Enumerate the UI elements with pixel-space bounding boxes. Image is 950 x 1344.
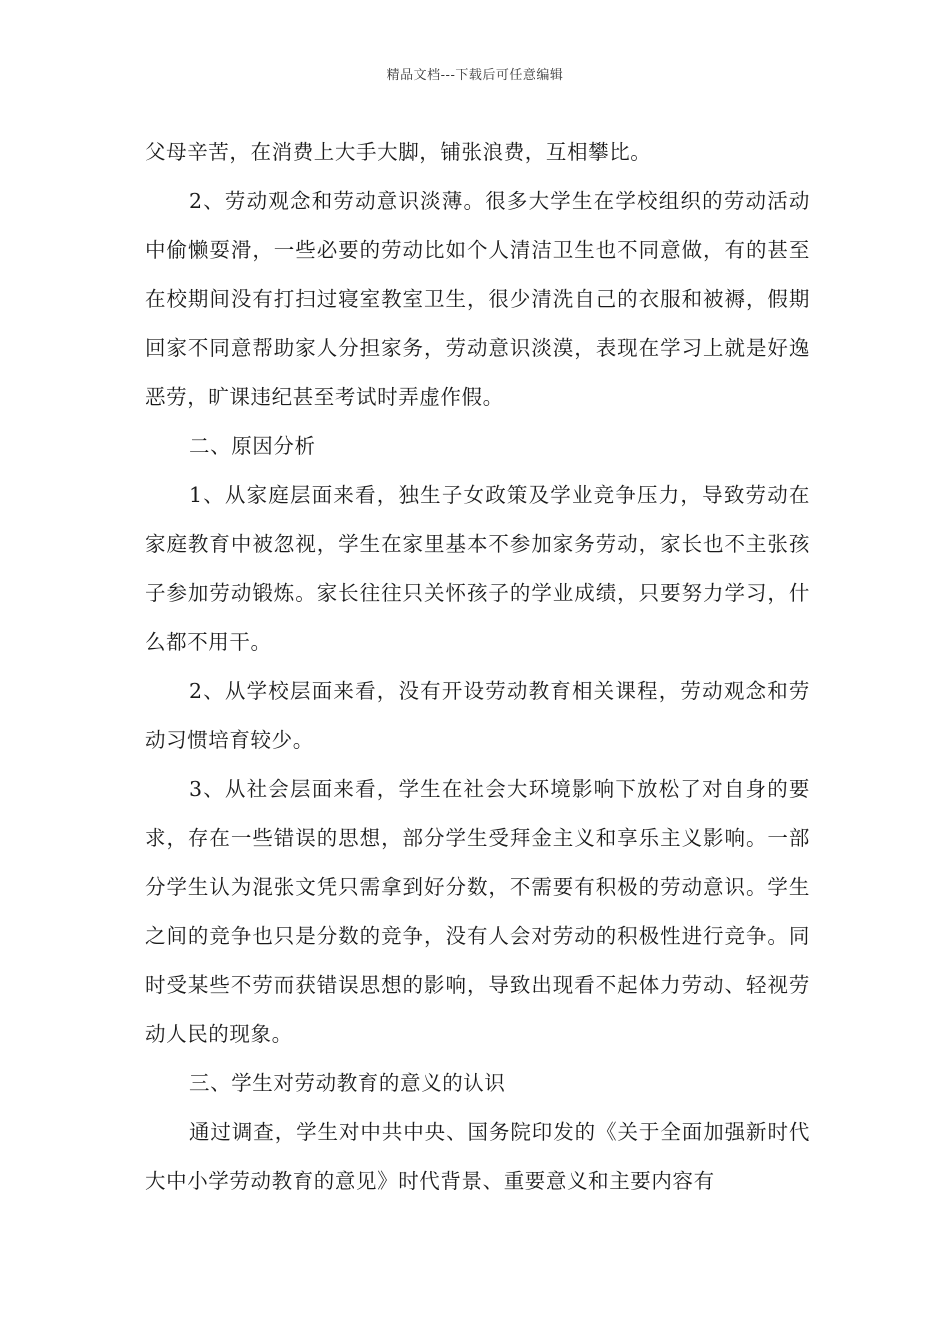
paragraph-continuation: 父母辛苦，在消费上大手大脚，铺张浪费，互相攀比。 bbox=[145, 140, 652, 164]
section-heading-significance: 三、学生对劳动教育的意义的认识 bbox=[189, 1071, 506, 1095]
paragraph-society-level: 3、从社会层面来看，学生在社会大环境影响下放松了对自身的要求，存在一些错误的思想，部分学生受拜金主义和享乐主义影响。一部分学生认为混张文凭只需拿到好分数，不需要有积极的劳动意识。学生之间的竞争也只是分数的竞争，没有人会对劳动的积极性进行竞争。同时受某些不劳而获错误思想的影响，导致出现看不起体力劳动、轻视劳动人民的现象。 bbox=[145, 777, 810, 1046]
paragraph-family-level: 1、从家庭层面来看，独生子女政策及学业竞争压力，导致劳动在家庭教育中被忽视，学生在家里基本不参加家务劳动，家长也不主张孩子参加劳动锻炼。家长往往只关怀孩子的学业成绩，只要努力学习，什么都不用干。 bbox=[145, 483, 810, 654]
paragraph-labor-awareness: 2、劳动观念和劳动意识淡薄。很多大学生在学校组织的劳动活动中偷懒耍滑，一些必要的劳动比如个人清洁卫生也不同意做，有的甚至在校期间没有打扫过寝室教室卫生，很少清洗自己的衣服和被褥，假期回家不同意帮助家人分担家务，劳动意识淡漠，表现在学习上就是好逸恶劳，旷课违纪甚至考试时弄虚作假。 bbox=[145, 189, 810, 409]
paragraph-survey: 通过调查，学生对中共中央、国务院印发的《关于全面加强新时代大中小学劳动教育的意见》时代背景、重要意义和主要内容有 bbox=[145, 1120, 810, 1193]
section-heading-cause-analysis: 二、原因分析 bbox=[189, 434, 316, 458]
document-body bbox=[145, 128, 810, 1206]
page-header: 精品文档---下载后可任意编辑 bbox=[386, 68, 564, 83]
paragraph-school-level: 2、从学校层面来看，没有开设劳动教育相关课程，劳动观念和劳动习惯培育较少。 bbox=[145, 679, 810, 752]
